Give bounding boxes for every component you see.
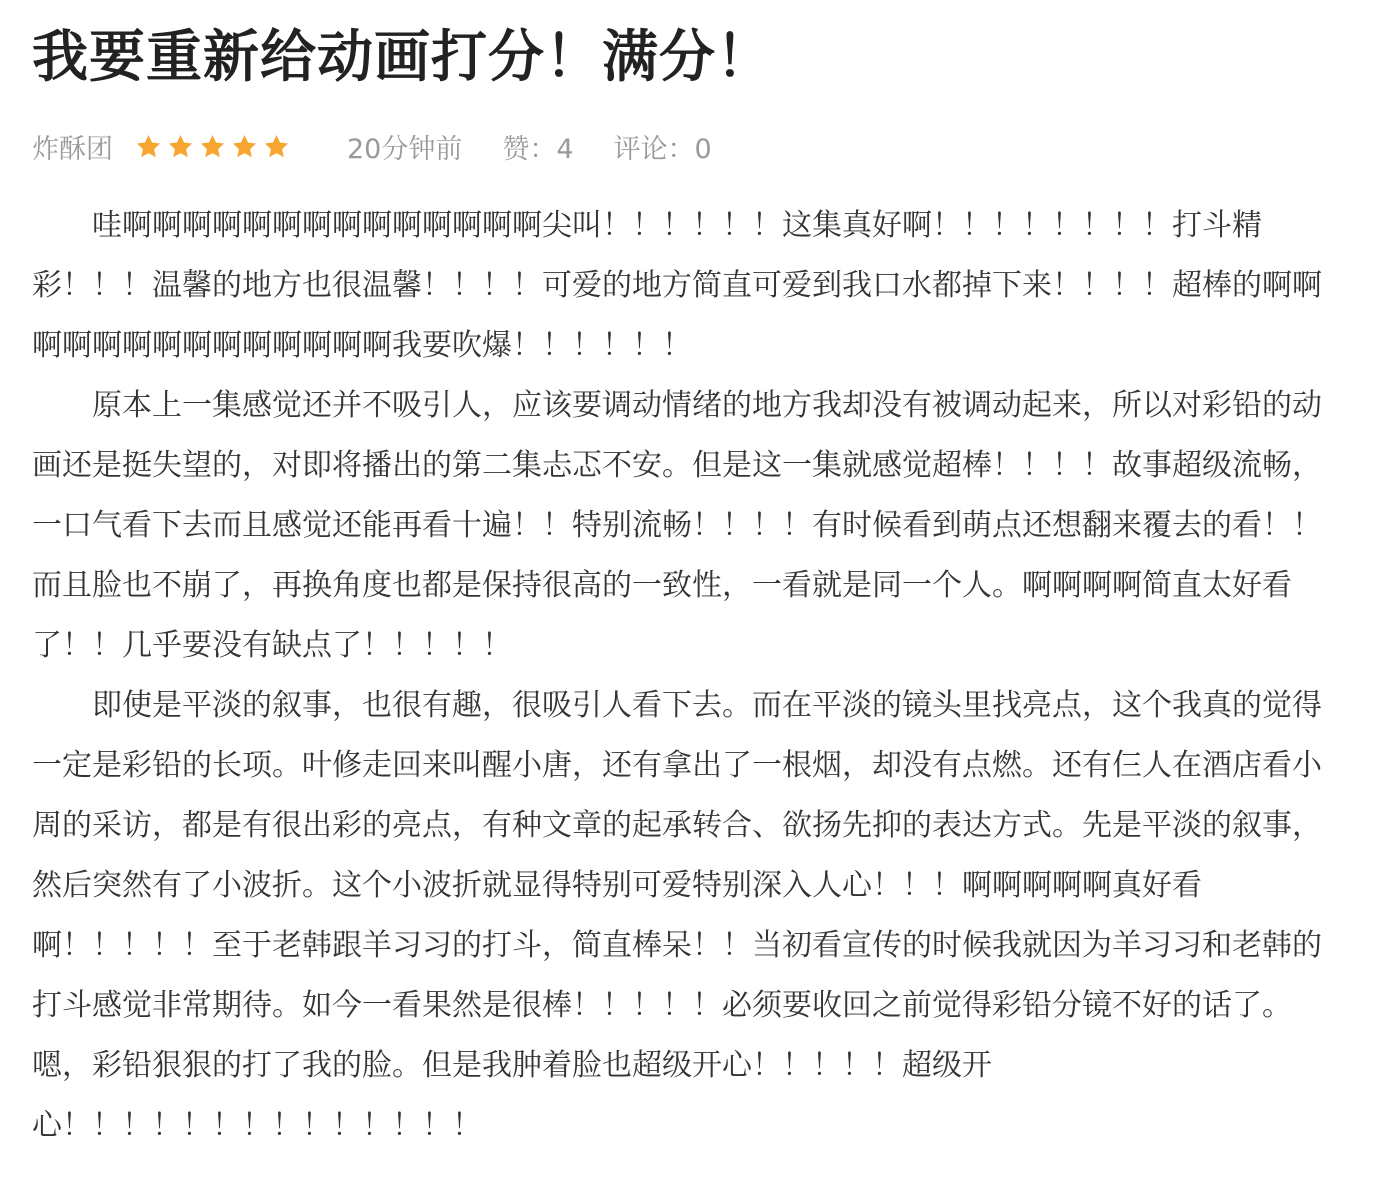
article-meta xyxy=(32,126,1346,166)
article-title: 我要重新给动画打分！满分！ xyxy=(32,25,773,90)
paragraph: 原本上一集感觉还并不吸引人，应该要调动情绪的地方我却没有被调动起来，所以对彩铅的动画还是挺失望的，对即将播出的第二集忐忑不安。但是这一集就感觉超棒！！！！故事超级流畅，一口气看下去而且感觉还能再看十遍！！特别流畅！！！！有时候看到萌点还想翻来覆去的看！！而且脸也不崩了，再换角度也都是保持很高的一致性，一看就是同一个人。啊啊啊啊简直太好看了！！几乎要没有缺点了！！！！！ xyxy=(32,388,1322,663)
paragraph: 哇啊啊啊啊啊啊啊啊啊啊啊啊啊啊尖叫！！！！！！这集真好啊！！！！！！！！打斗精彩！！！温馨的地方也很温馨！！！！可爱的地方简直可爱到我口水都掉下来！！！！超棒的啊啊啊啊啊啊啊啊啊啊啊啊啊啊我要吹爆！！！！！！ xyxy=(32,208,1322,363)
post-time: 20分钟前 xyxy=(347,133,463,165)
paragraph: 即使是平淡的叙事，也很有趣，很吸引人看下去。而在平淡的镜头里找亮点，这个我真的觉得一定是彩铅的长项。叶修走回来叫醒小唐，还有拿出了一根烟，却没有点燃。还有仨人在酒店看小周的采访，都是有很出彩的亮点，有种文章的起承转合、欲扬先抑的表达方式。先是平淡的叙事，然后突然有了小波折。这个小波折就显得特别可爱特别深入人心！！！啊啊啊啊啊真好看啊！！！！！至于老韩跟羊习习的打斗，简直棒呆！！当初看宣传的时候我就因为羊习习和老韩的打斗感觉非常期待。如今一看果然是很棒！！！！！必须要收回之前觉得彩铅分镜不好的话了。嗯，彩铅狠狠的打了我的脸。但是我肿着脸也超级开心！！！！！超级开心！！！！！！！！！！！！！！ xyxy=(32,688,1322,1143)
star-icon xyxy=(167,133,194,160)
comment-count[interactable]: 评论：0 xyxy=(613,133,712,165)
star-rating xyxy=(135,133,295,160)
article xyxy=(32,22,1346,1156)
star-icon xyxy=(263,133,290,160)
author-name[interactable]: 炸酥团 xyxy=(32,133,113,165)
like-count[interactable]: 赞：4 xyxy=(502,133,574,165)
star-icon xyxy=(135,133,162,160)
article-body xyxy=(32,196,1346,1156)
star-icon xyxy=(199,133,226,160)
star-icon xyxy=(231,133,258,160)
